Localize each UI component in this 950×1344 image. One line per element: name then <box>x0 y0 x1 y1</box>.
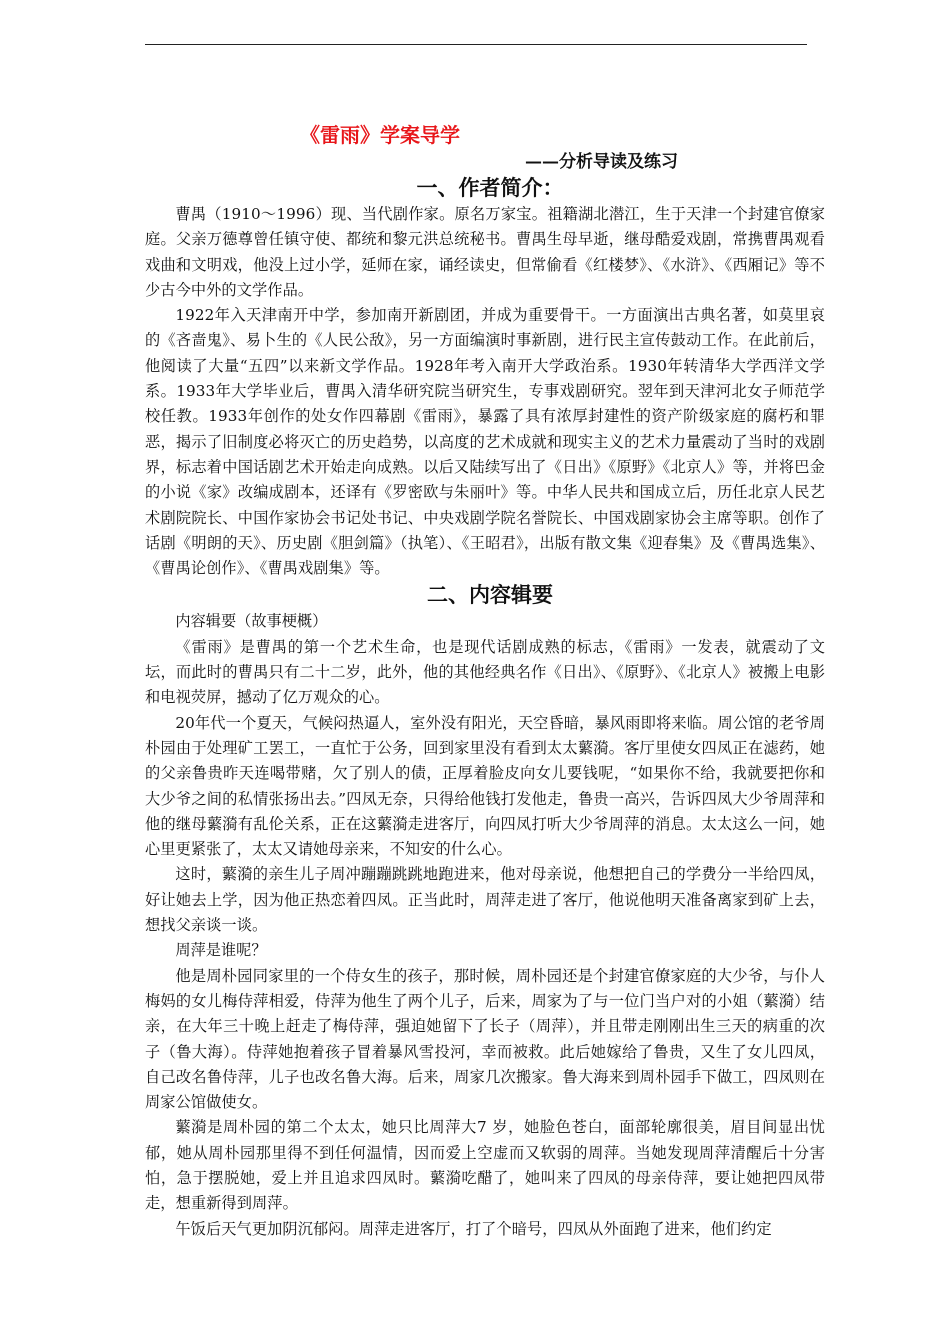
author-paragraph: 曹禺（1910～1996）现、当代剧作家。原名万家宝。祖籍湖北潜江，生于天津一个封建官僚家庭。父亲万德尊曾任镇守使、都统和黎元洪总统秘书。曹禺生母早逝，继母酷爱戏剧，常携曹禺观看戏曲和文明戏，他没上过小学，延师在家，诵经读史，但常偷看《红楼梦》、《水浒》、《西厢记》等不少古今中外的文学作品。 <box>145 205 825 299</box>
content-question: 周萍是谁呢？ <box>175 941 267 960</box>
document-title: 《雷雨》学案导学 <box>300 123 460 147</box>
content-paragraph: 蘩漪是周朴园的第二个太太，她只比周萍大7 岁，她脸色苍白，面部轮廓很美，眉目间显出忧郁，她从周朴园那里得不到任何温情，因而爱上空虚而又软弱的周萍。当她发现周萍清醒后十分害怕，急于摆脱她，爱上并且追求四凤时。蘩漪吃醋了，她叫来了四凤的母亲侍萍，要让她把四凤带走，想重新得到周萍。 <box>145 1118 825 1213</box>
content-paragraph: 午饭后天气更加阴沉郁闷。周萍走进客厅，打了个暗号，四凤从外面跑了进来，他们约定 <box>175 1219 772 1238</box>
content-subheading: 内容辑要（故事梗概） <box>175 612 328 631</box>
section-heading-author: 一、作者简介： <box>416 176 564 200</box>
content-paragraph: 20年代一个夏天，气候闷热逼人，室外没有阳光，天空昏暗，暴风雨即将来临。周公馆的老爷周朴园由于处理矿工罢工，一直忙于公务，回到家里没有看到太太蘩漪。客厅里使女四凤正在滤药，她的父亲鲁贵昨天连喝带赌，欠了别人的债，正厚着脸皮向女儿要钱呢，“如果你不给，我就要把你和大少爷之间的私情张扬出去。”四凤无奈，只得给他钱打发他走，鲁贵一高兴，告诉四凤大少爷周萍和他的继母蘩漪有乱伦关系，正在这蘩漪走进客厅，向四凤打听大少爷周萍的消息。太太这么一问，她心里更紧张了，太太又请她母亲来，不知安的什么心。 <box>145 713 825 859</box>
author-paragraph: 1922年入天津南开中学，参加南开新剧团，并成为重要骨干。一方面演出古典名著，如莫里哀的《吝啬鬼》、易卜生的《人民公敌》，另一方面编演时事新剧，进行民主宣传鼓动工作。在此前后，他阅读了大量“五四”以来新文学作品。1928年考入南开大学政治系。1930年转清华大学西洋文学系。1933年大学毕业后，曹禺入清华研究院当研究生，专事戏剧研究。翌年到天津河北女子师范学校任教。1933年创作的处女作四幕剧《雷雨》，暴露了具有浓厚封建性的资产阶级家庭的腐朽和罪恶，揭示了旧制度必将灭亡的历史趋势，以高度的艺术成就和现实主义的艺术力量震动了当时的戏剧界，标志着中国话剧艺术开始走向成熟。以后又陆续写出了《日出》《原野》《北京人》等，并将巴金的小说《家》改编成剧本，还译有《罗密欧与朱丽叶》等。中华人民共和国成立后，历任北京人民艺术剧院院长、中国作家协会书记处书记、中央戏剧学院名誉院长、中国戏剧家协会主席等职。创作了话剧《明朗的天》、历史剧《胆剑篇》（执笔）、《王昭君》，出版有散文集《迎春集》及《曹禺选集》、《曹禺论创作》、《曹禺戏剧集》等。 <box>145 306 825 578</box>
content-paragraph: 他是周朴园同家里的一个侍女生的孩子，那时候，周朴园还是个封建官僚家庭的大少爷，与仆人梅妈的女儿梅侍萍相爱，侍萍为他生了两个儿子，后来，周家为了与一位门当户对的小姐（蘩漪）结亲，在大年三十晚上赶走了梅侍萍，强迫她留下了长子（周萍），并且带走刚刚出生三天的病重的次子（鲁大海）。侍萍她抱着孩子冒着暴风雪投河，幸而被救。此后她嫁给了鲁贵，又生了女儿四凤，自己改名鲁侍萍，儿子也改名鲁大海。后来，周家几次搬家。鲁大海来到周朴园手下做工，四凤则在周家公馆做使女。 <box>145 966 825 1112</box>
content-paragraph: 《雷雨》是曹禺的第一个艺术生命，也是现代话剧成熟的标志，《雷雨》一发表，就震动了文坛，而此时的曹禺只有二十二岁，此外，他的其他经典名作《日出》、《原野》、《北京人》被搬上电影和电视荧屏，撼动了亿万观众的心。 <box>145 637 825 707</box>
section-heading-content: 二、内容辑要 <box>427 583 553 608</box>
content-paragraph: 这时，蘩漪的亲生儿子周冲蹦蹦跳跳地跑进来，他对母亲说，他想把自己的学费分一半给四凤，好让她去上学，因为他正热恋着四凤。正当此时，周萍走进了客厅，他说他明天准备离家到矿上去，想找父亲谈一谈。 <box>145 865 825 935</box>
header-rule <box>145 44 807 45</box>
document-body <box>145 120 825 1242</box>
document-subtitle: ——分析导读及练习 <box>525 152 678 172</box>
